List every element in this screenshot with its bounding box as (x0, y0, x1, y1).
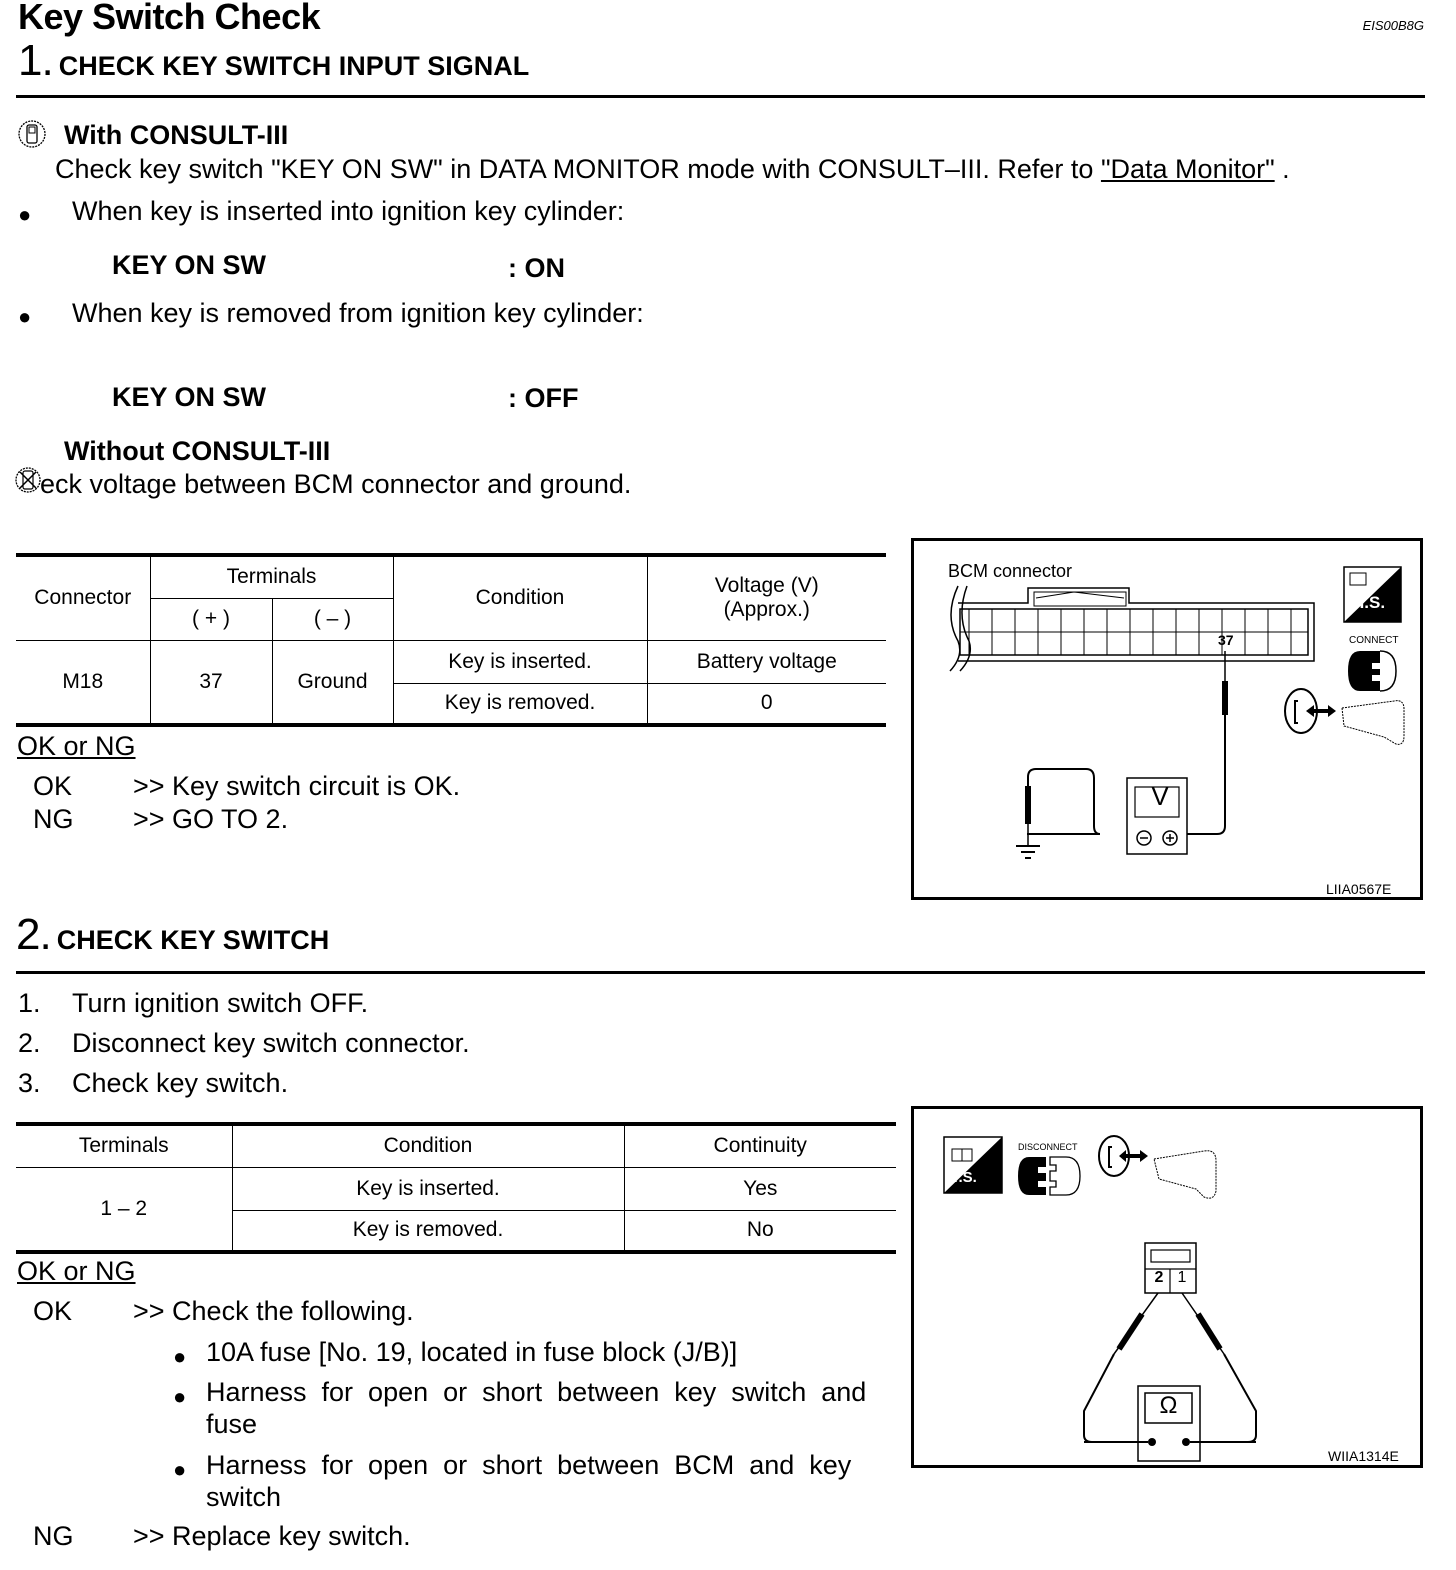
figure-id: WIIA1314E (1328, 1448, 1399, 1464)
bullet-icon: ● (173, 1344, 187, 1369)
step-1-title: CHECK KEY SWITCH INPUT SIGNAL (58, 51, 530, 81)
header-voltage-line2: (Approx.) (723, 598, 810, 622)
terminal-2-label: 2 (1154, 1269, 1164, 1286)
monitor-item-label: KEY ON SW (112, 382, 267, 412)
monitor-item-label: KEY ON SW (112, 250, 267, 280)
monitor-item-value-on: : ON (508, 253, 565, 283)
cell-minus: Ground (272, 640, 393, 725)
ng-result-text: >> GO TO 2. (133, 804, 289, 834)
header-voltage (647, 555, 886, 640)
instruction-number: 2. (18, 1028, 41, 1058)
step-2-number: 2. (16, 910, 51, 959)
cell-continuity: No (624, 1210, 896, 1252)
bullet-icon: ● (173, 1457, 187, 1482)
cell-plus: 37 (150, 640, 272, 725)
header-condition: Condition (232, 1124, 624, 1167)
header-condition: Condition (393, 555, 647, 640)
check-item-harness-bcm-cont: switch (206, 1482, 282, 1512)
figure-id: LIIA0567E (1326, 881, 1392, 897)
instruction-text: Disconnect key switch connector. (72, 1028, 470, 1058)
instruction-text: Check key switch. (72, 1068, 289, 1098)
ok-ng-heading: OK or NG (17, 731, 136, 761)
disconnect-icon-label: DISCONNECT (1018, 1142, 1078, 1152)
cell-condition: Key is inserted. (393, 640, 647, 683)
ohmmeter-symbol: Ω (1159, 1392, 1178, 1419)
step-1-heading (18, 36, 529, 86)
check-item-harness-fuse: Harness for open or short between key switch and (206, 1377, 867, 1407)
page-title: Key Switch Check (18, 0, 321, 37)
cell-terminals: 1 – 2 (16, 1167, 232, 1252)
ng-result-text: >> Replace key switch. (133, 1521, 411, 1551)
check-item-harness-bcm: Harness for open or short between BCM and key (206, 1450, 852, 1480)
connect-icon-label: CONNECT (1349, 635, 1399, 646)
hs-icon-label: H.S. (1352, 593, 1386, 612)
check-item-harness-fuse-cont: fuse (206, 1409, 258, 1439)
header-terminals: Terminals (150, 555, 393, 598)
consult-instruction-text: Check key switch "KEY ON SW" in DATA MONITOR mode with CONSULT–III. Refer to (55, 154, 1101, 184)
cell-condition: Key is removed. (393, 683, 647, 725)
bullet-icon: ● (18, 304, 32, 329)
header-voltage-line1: Voltage (V) (714, 574, 819, 598)
check-item-fuse: 10A fuse [No. 19, located in fuse block (J/B)] (206, 1337, 738, 1367)
section-divider (16, 971, 1425, 974)
ok-result-text: >> Check the following. (133, 1296, 414, 1326)
instruction-number: 1. (18, 988, 41, 1018)
continuity-spec-table (16, 1122, 896, 1254)
bcm-connector-wiring-svg (914, 541, 1420, 897)
cell-continuity: Yes (624, 1167, 896, 1210)
ok-result-text: >> Key switch circuit is OK. (133, 771, 461, 801)
step-1-number: 1. (18, 36, 53, 85)
consult-instruction (55, 154, 1290, 185)
step-2-heading (16, 910, 329, 960)
cell-voltage: Battery voltage (647, 640, 886, 683)
consult-tool-icon (18, 120, 48, 150)
header-minus: ( – ) (272, 598, 393, 640)
header-connector: Connector (16, 555, 150, 640)
ng-label: NG (33, 1521, 74, 1551)
ok-label: OK (33, 771, 73, 801)
instruction-number: 3. (18, 1068, 41, 1098)
monitor-item-value-off: : OFF (508, 383, 579, 413)
document-id: EIS00B8G (1362, 18, 1424, 33)
header-continuity: Continuity (624, 1124, 896, 1167)
data-monitor-link[interactable]: "Data Monitor" (1100, 154, 1275, 184)
table-row (16, 1167, 896, 1210)
terminal-37-label: 37 (1218, 632, 1234, 648)
header-terminals: Terminals (16, 1124, 232, 1167)
ok-label: OK (33, 1296, 73, 1326)
cell-voltage: 0 (647, 683, 886, 725)
terminal-1-label: 1 (1177, 1269, 1187, 1286)
without-consult-heading: Without CONSULT-III (64, 436, 331, 466)
cell-condition: Key is removed. (232, 1210, 624, 1252)
key-switch-continuity-diagram (911, 1106, 1423, 1468)
table-row (16, 640, 886, 683)
voltmeter-symbol: V (1151, 781, 1169, 811)
with-consult-heading: With CONSULT-III (64, 120, 289, 150)
ng-label: NG (33, 804, 74, 834)
ok-ng-heading: OK or NG (17, 1256, 136, 1286)
header-plus: ( + ) (150, 598, 272, 640)
instruction-end: . (1274, 154, 1290, 184)
instruction-text: Turn ignition switch OFF. (72, 988, 369, 1018)
bcm-connector-label: BCM connector (948, 561, 1073, 581)
step-2-title: CHECK KEY SWITCH (56, 925, 330, 955)
ts-icon-label: T.S. (951, 1169, 977, 1186)
voltage-spec-table (16, 553, 886, 727)
condition-inserted-text: When key is inserted into ignition key cylinder: (72, 196, 625, 226)
condition-removed-text: When key is removed from ignition key cylinder: (72, 298, 644, 328)
bcm-connector-diagram (911, 538, 1423, 900)
bullet-icon: ● (173, 1384, 187, 1409)
section-divider (16, 95, 1425, 98)
bullet-icon: ● (18, 202, 32, 227)
cell-condition: Key is inserted. (232, 1167, 624, 1210)
cell-connector: M18 (16, 640, 150, 725)
without-consult-text: eck voltage between BCM connector and ground. (40, 469, 632, 499)
